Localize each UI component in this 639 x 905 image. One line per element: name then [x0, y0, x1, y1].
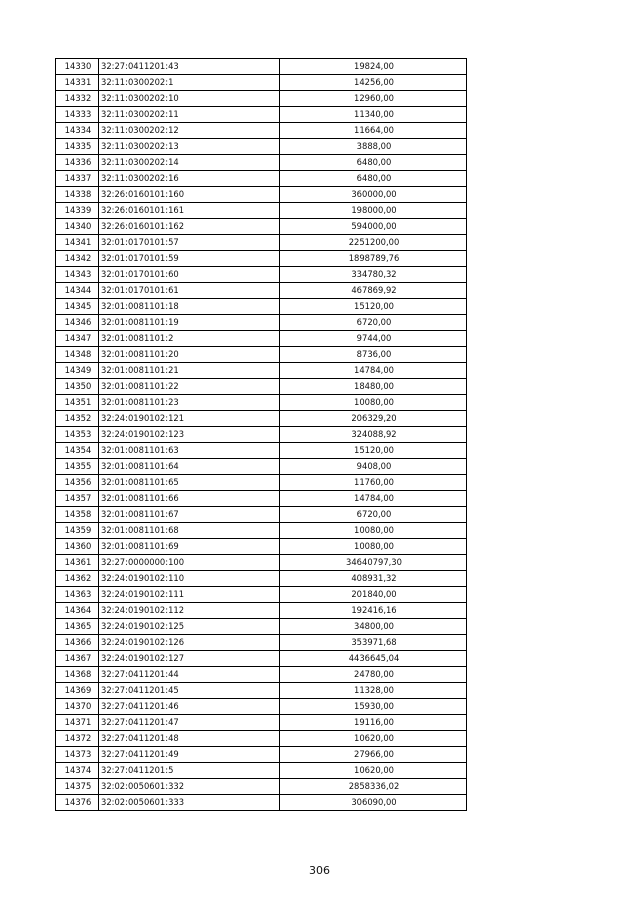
- table-row: [56, 139, 467, 155]
- cadastral-value-cell: 306090,00: [280, 795, 467, 811]
- row-number-cell: 14345: [56, 299, 99, 315]
- row-number-cell: 14350: [56, 379, 99, 395]
- table-row: [56, 219, 467, 235]
- cadastral-number-cell: 32:01:0170101:61: [99, 283, 280, 299]
- table-row: [56, 747, 467, 763]
- cadastral-value-cell: 1898789,76: [280, 251, 467, 267]
- table-row: [56, 635, 467, 651]
- table-row: [56, 587, 467, 603]
- row-number-cell: 14341: [56, 235, 99, 251]
- table-row: [56, 267, 467, 283]
- row-number-cell: 14338: [56, 187, 99, 203]
- table-row: [56, 299, 467, 315]
- cadastral-value-cell: 4436645,04: [280, 651, 467, 667]
- table-row: [56, 795, 467, 811]
- table-row: [56, 315, 467, 331]
- row-number-cell: 14337: [56, 171, 99, 187]
- cadastral-number-cell: 32:27:0411201:48: [99, 731, 280, 747]
- row-number-cell: 14339: [56, 203, 99, 219]
- cadastral-number-cell: 32:01:0081101:64: [99, 459, 280, 475]
- cadastral-value-cell: 594000,00: [280, 219, 467, 235]
- row-number-cell: 14330: [56, 59, 99, 75]
- cadastral-value-cell: 8736,00: [280, 347, 467, 363]
- table-row: [56, 347, 467, 363]
- cadastral-value-cell: 14784,00: [280, 491, 467, 507]
- cadastral-value-cell: 324088,92: [280, 427, 467, 443]
- cadastral-number-cell: 32:24:0190102:123: [99, 427, 280, 443]
- cadastral-number-cell: 32:01:0081101:68: [99, 523, 280, 539]
- cadastral-number-cell: 32:27:0411201:43: [99, 59, 280, 75]
- cadastral-value-cell: 353971,68: [280, 635, 467, 651]
- cadastral-number-cell: 32:27:0411201:44: [99, 667, 280, 683]
- row-number-cell: 14360: [56, 539, 99, 555]
- cadastral-value-cell: 6720,00: [280, 507, 467, 523]
- cadastral-number-cell: 32:01:0081101:66: [99, 491, 280, 507]
- table-row: [56, 779, 467, 795]
- row-number-cell: 14344: [56, 283, 99, 299]
- table-row: [56, 395, 467, 411]
- row-number-cell: 14373: [56, 747, 99, 763]
- cadastral-value-cell: 18480,00: [280, 379, 467, 395]
- cadastral-number-cell: 32:01:0081101:65: [99, 475, 280, 491]
- cadastral-value-cell: 15120,00: [280, 299, 467, 315]
- table-row: [56, 331, 467, 347]
- cadastral-number-cell: 32:02:0050601:332: [99, 779, 280, 795]
- cadastral-number-cell: 32:11:0300202:13: [99, 139, 280, 155]
- cadastral-number-cell: 32:27:0411201:45: [99, 683, 280, 699]
- table-row: [56, 763, 467, 779]
- cadastral-value-cell: 9408,00: [280, 459, 467, 475]
- table-row: [56, 443, 467, 459]
- cadastral-value-cell: 192416,16: [280, 603, 467, 619]
- cadastral-value-cell: 6480,00: [280, 171, 467, 187]
- row-number-cell: 14366: [56, 635, 99, 651]
- cadastral-number-cell: 32:24:0190102:121: [99, 411, 280, 427]
- row-number-cell: 14334: [56, 123, 99, 139]
- row-number-cell: 14364: [56, 603, 99, 619]
- cadastral-value-cell: 11664,00: [280, 123, 467, 139]
- cadastral-value-cell: 14784,00: [280, 363, 467, 379]
- cadastral-number-cell: 32:11:0300202:1: [99, 75, 280, 91]
- cadastral-value-cell: 3888,00: [280, 139, 467, 155]
- row-number-cell: 14340: [56, 219, 99, 235]
- cadastral-number-cell: 32:11:0300202:14: [99, 155, 280, 171]
- cadastral-value-cell: 6720,00: [280, 315, 467, 331]
- row-number-cell: 14352: [56, 411, 99, 427]
- table-row: [56, 363, 467, 379]
- cadastral-number-cell: 32:27:0411201:47: [99, 715, 280, 731]
- cadastral-number-cell: 32:11:0300202:12: [99, 123, 280, 139]
- cadastral-number-cell: 32:24:0190102:112: [99, 603, 280, 619]
- cadastral-value-cell: 2251200,00: [280, 235, 467, 251]
- cadastral-number-cell: 32:24:0190102:125: [99, 619, 280, 635]
- table-row: [56, 155, 467, 171]
- row-number-cell: 14376: [56, 795, 99, 811]
- row-number-cell: 14332: [56, 91, 99, 107]
- table-row: [56, 731, 467, 747]
- table-row: [56, 75, 467, 91]
- row-number-cell: 14335: [56, 139, 99, 155]
- table-row: [56, 667, 467, 683]
- row-number-cell: 14374: [56, 763, 99, 779]
- row-number-cell: 14375: [56, 779, 99, 795]
- cadastral-number-cell: 32:01:0170101:60: [99, 267, 280, 283]
- cadastral-number-cell: 32:01:0081101:19: [99, 315, 280, 331]
- table-row: [56, 283, 467, 299]
- cadastral-number-cell: 32:01:0081101:18: [99, 299, 280, 315]
- table-row: [56, 475, 467, 491]
- cadastral-value-cell: 34800,00: [280, 619, 467, 635]
- cadastral-number-cell: 32:24:0190102:111: [99, 587, 280, 603]
- cadastral-number-cell: 32:01:0081101:22: [99, 379, 280, 395]
- cadastral-value-cell: 10080,00: [280, 523, 467, 539]
- cadastral-number-cell: 32:01:0170101:59: [99, 251, 280, 267]
- cadastral-value-cell: 12960,00: [280, 91, 467, 107]
- cadastral-number-cell: 32:26:0160101:161: [99, 203, 280, 219]
- row-number-cell: 14355: [56, 459, 99, 475]
- cadastral-number-cell: 32:27:0411201:46: [99, 699, 280, 715]
- row-number-cell: 14371: [56, 715, 99, 731]
- page-number: 306: [309, 864, 330, 877]
- row-number-cell: 14357: [56, 491, 99, 507]
- cadastral-value-cell: 408931,32: [280, 571, 467, 587]
- cadastral-number-cell: 32:27:0000000:100: [99, 555, 280, 571]
- table-row: [56, 651, 467, 667]
- cadastral-value-cell: 9744,00: [280, 331, 467, 347]
- table-row: [56, 235, 467, 251]
- row-number-cell: 14365: [56, 619, 99, 635]
- table-row: [56, 171, 467, 187]
- cadastral-value-cell: 15930,00: [280, 699, 467, 715]
- cadastral-number-cell: 32:01:0081101:21: [99, 363, 280, 379]
- cadastral-value-cell: 360000,00: [280, 187, 467, 203]
- cadastral-value-cell: 11340,00: [280, 107, 467, 123]
- row-number-cell: 14342: [56, 251, 99, 267]
- cadastral-value-cell: 10620,00: [280, 763, 467, 779]
- row-number-cell: 14331: [56, 75, 99, 91]
- cadastral-value-cell: 15120,00: [280, 443, 467, 459]
- table-row: [56, 411, 467, 427]
- row-number-cell: 14356: [56, 475, 99, 491]
- cadastral-value-cell: 6480,00: [280, 155, 467, 171]
- table-row: [56, 539, 467, 555]
- cadastral-value-cell: 11760,00: [280, 475, 467, 491]
- cadastral-number-cell: 32:26:0160101:162: [99, 219, 280, 235]
- cadastral-number-cell: 32:11:0300202:10: [99, 91, 280, 107]
- table-row: [56, 491, 467, 507]
- cadastral-number-cell: 32:27:0411201:5: [99, 763, 280, 779]
- cadastral-number-cell: 32:01:0081101:23: [99, 395, 280, 411]
- row-number-cell: 14363: [56, 587, 99, 603]
- table-row: [56, 187, 467, 203]
- cadastral-value-cell: 10080,00: [280, 395, 467, 411]
- table-row: [56, 507, 467, 523]
- cadastral-value-cell: 334780,32: [280, 267, 467, 283]
- cadastral-number-cell: 32:01:0081101:63: [99, 443, 280, 459]
- cadastral-value-cell: 10080,00: [280, 539, 467, 555]
- cadastral-value-cell: 2858336,02: [280, 779, 467, 795]
- cadastral-value-cell: 19824,00: [280, 59, 467, 75]
- row-number-cell: 14348: [56, 347, 99, 363]
- cadastral-number-cell: 32:02:0050601:333: [99, 795, 280, 811]
- cadastral-number-cell: 32:01:0081101:2: [99, 331, 280, 347]
- cadastral-number-cell: 32:24:0190102:110: [99, 571, 280, 587]
- cadastral-value-cell: 467869,92: [280, 283, 467, 299]
- table-row: [56, 251, 467, 267]
- cadastral-value-cell: 206329,20: [280, 411, 467, 427]
- row-number-cell: 14367: [56, 651, 99, 667]
- cadastral-value-cell: 34640797,30: [280, 555, 467, 571]
- row-number-cell: 14349: [56, 363, 99, 379]
- table-row: [56, 91, 467, 107]
- cadastral-number-cell: 32:01:0081101:69: [99, 539, 280, 555]
- cadastral-value-cell: 198000,00: [280, 203, 467, 219]
- table-row: [56, 603, 467, 619]
- table-row: [56, 619, 467, 635]
- table-row: [56, 555, 467, 571]
- cadastral-number-cell: 32:27:0411201:49: [99, 747, 280, 763]
- cadastral-value-cell: 201840,00: [280, 587, 467, 603]
- table-row: [56, 571, 467, 587]
- row-number-cell: 14370: [56, 699, 99, 715]
- row-number-cell: 14359: [56, 523, 99, 539]
- cadastral-value-cell: 11328,00: [280, 683, 467, 699]
- table-row: [56, 203, 467, 219]
- cadastral-value-table: [55, 58, 467, 811]
- row-number-cell: 14372: [56, 731, 99, 747]
- row-number-cell: 14343: [56, 267, 99, 283]
- table-row: [56, 523, 467, 539]
- row-number-cell: 14361: [56, 555, 99, 571]
- cadastral-number-cell: 32:01:0081101:67: [99, 507, 280, 523]
- cadastral-value-cell: 27966,00: [280, 747, 467, 763]
- row-number-cell: 14347: [56, 331, 99, 347]
- table-body: [56, 59, 467, 811]
- row-number-cell: 14351: [56, 395, 99, 411]
- table-row: [56, 123, 467, 139]
- row-number-cell: 14358: [56, 507, 99, 523]
- cadastral-number-cell: 32:26:0160101:160: [99, 187, 280, 203]
- table-row: [56, 427, 467, 443]
- table-row: [56, 379, 467, 395]
- cadastral-value-cell: 19116,00: [280, 715, 467, 731]
- table-row: [56, 715, 467, 731]
- table-row: [56, 59, 467, 75]
- row-number-cell: 14346: [56, 315, 99, 331]
- cadastral-number-cell: 32:24:0190102:127: [99, 651, 280, 667]
- row-number-cell: 14353: [56, 427, 99, 443]
- table-row: [56, 683, 467, 699]
- row-number-cell: 14354: [56, 443, 99, 459]
- cadastral-number-cell: 32:01:0081101:20: [99, 347, 280, 363]
- row-number-cell: 14362: [56, 571, 99, 587]
- row-number-cell: 14336: [56, 155, 99, 171]
- cadastral-number-cell: 32:01:0170101:57: [99, 235, 280, 251]
- table-row: [56, 107, 467, 123]
- cadastral-number-cell: 32:11:0300202:11: [99, 107, 280, 123]
- row-number-cell: 14369: [56, 683, 99, 699]
- table-row: [56, 699, 467, 715]
- cadastral-value-cell: 14256,00: [280, 75, 467, 91]
- row-number-cell: 14333: [56, 107, 99, 123]
- cadastral-value-cell: 24780,00: [280, 667, 467, 683]
- cadastral-number-cell: 32:24:0190102:126: [99, 635, 280, 651]
- row-number-cell: 14368: [56, 667, 99, 683]
- cadastral-number-cell: 32:11:0300202:16: [99, 171, 280, 187]
- table-row: [56, 459, 467, 475]
- cadastral-value-cell: 10620,00: [280, 731, 467, 747]
